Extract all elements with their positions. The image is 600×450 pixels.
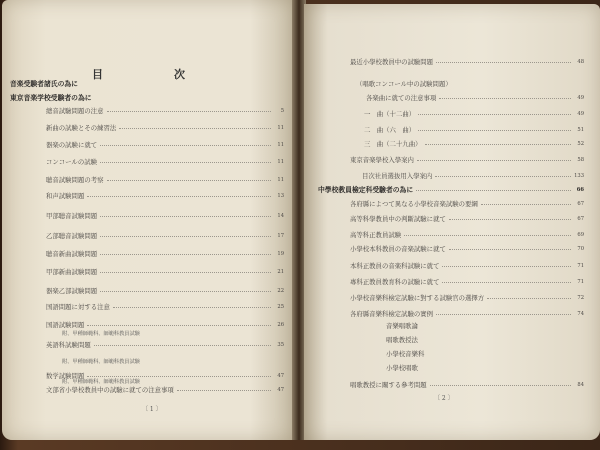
toc-entry-text: 各楽曲に就ての注意事項 [366,94,437,102]
toc-entry-page: 66 [576,187,584,193]
toc-entry [350,156,584,164]
toc-entry-text: 小學校音樂科檢定試驗に對する試験官の選擇方 [350,294,485,302]
toc-entry-text: 專科正教員教育科の試驗に就て [350,278,440,286]
toc-entry [386,364,584,372]
toc-entry [364,110,584,118]
toc-entry-page: 71 [577,263,584,269]
leader-dots [425,144,571,145]
toc-entry [350,381,584,389]
leader-dots [100,216,271,217]
leader-dots [113,307,271,308]
toc-entry-page: 11 [277,177,284,183]
toc-entry-page: 11 [277,125,284,131]
leader-dots [100,145,271,146]
left-page-number: 〔 1 〕 [142,406,162,413]
toc-entry-text: 聴音新曲試験問題 [46,250,98,258]
leader-dots [449,219,571,220]
toc-entry-page: 11 [277,142,284,148]
toc-entry-text: 和声試験問題 [46,192,85,200]
leader-dots [100,272,271,273]
toc-entry-text: 器楽の試験に就て [46,141,98,149]
toc-entry-text: 高等科學教員中の判斷試驗に就て [350,215,446,223]
toc-entry-page: 67 [577,201,584,207]
leader-dots [416,190,571,191]
section-title-text: 音楽受験者諸氏の為に [10,80,78,88]
toc-entry-text: 英語科試験問題 [46,341,91,349]
toc-entry-text: 一 曲（十二曲） [364,110,416,118]
leader-dots [435,176,571,177]
toc-entry [46,192,284,200]
toc-entry-page: 133 [574,173,584,179]
leader-dots [107,180,271,181]
toc-entry-text: 小學校唱歌 [386,364,418,372]
toc-entry [46,232,284,240]
toc-entry [350,278,584,286]
toc-entry-text: 甲部聴音試験問題 [46,212,98,220]
toc-entry [350,262,584,270]
toc-entry [350,310,584,318]
toc-entry [46,303,284,311]
toc-entry [46,321,284,329]
toc-entry [364,126,584,134]
leader-dots [418,130,571,131]
toc-entry-page: 22 [277,288,284,294]
toc-subnote: 附、甲種師範科、師範科教員試験 [62,379,140,385]
toc-entry-text: コンコールの試験 [46,158,97,166]
toc-entry [46,268,284,276]
toc-entry-page: 74 [577,311,584,317]
toc-entry-page: 17 [277,233,284,239]
toc-entry [386,322,584,330]
leader-dots [436,314,571,315]
toc-entry [318,186,584,194]
toc-entry-page: 51 [577,127,584,133]
toc-entry [46,386,284,394]
toc-entry [350,200,584,208]
toc-entry-page: 47 [277,373,284,379]
leader-dots [100,254,271,255]
toc-entry-text: 国語試験問題 [46,321,85,329]
toc-entry [356,80,584,88]
leader-dots [87,376,271,377]
leader-dots [449,249,571,250]
toc-entry-text: 目次社員選抜用入學案内 [362,172,433,180]
toc-entry [386,336,584,344]
toc-entry [350,58,584,66]
toc-entry-page: 11 [277,159,284,165]
leader-dots [487,298,571,299]
toc-entry-text: 乙部聴音試験問題 [46,232,98,240]
toc-entry-text: 唱歌教授に關する參考問題 [350,381,427,389]
toc-entry-text: 各府縣音樂科檢定試驗の實例 [350,310,434,318]
toc-entry [350,231,584,239]
toc-entry-page: 67 [577,216,584,222]
toc-entry-page: 52 [577,141,584,147]
toc-entry-page: 69 [577,232,584,238]
toc-entry-text: 小學校音樂科 [386,350,425,358]
toc-entry-page: 21 [277,269,284,275]
toc-entry-page: 14 [277,213,284,219]
toc-entry-text: 数学試験問題 [46,372,85,380]
toc-entry [46,158,284,166]
toc-entry-page: 49 [577,111,584,117]
toc-entry-text: 各府縣によつて異なる小學校音楽試験の要綱 [350,200,478,208]
leader-dots [442,266,571,267]
toc-entry [46,250,284,258]
toc-entry [386,350,584,358]
toc-entry-page: 26 [277,322,284,328]
left-page [2,0,294,440]
toc-entry-text: 甲部新曲試験問題 [46,268,98,276]
right-page [304,4,600,440]
toc-entry-text: 文部省小學校教員中の試驗に就ての注意事項 [46,386,174,394]
toc-entry [350,294,584,302]
toc-subnote: 附、甲種師範科、師範科教員試験 [62,331,140,337]
leader-dots [417,160,571,161]
leader-dots [87,325,271,326]
toc-entry-page: 70 [577,246,584,252]
toc-entry [362,172,584,180]
leader-dots [119,128,271,129]
toc-entry-text: 高等科正教員試験 [350,231,402,239]
toc-entry-page: 48 [577,59,584,65]
toc-entry [46,176,284,184]
leader-dots [100,162,271,163]
toc-entry [350,215,584,223]
toc-entry-text: 二 曲（六 曲） [364,126,416,134]
leader-dots [177,390,271,391]
toc-entry-text: 唱歌教授法 [386,336,418,344]
toc-entry-page: 72 [577,295,584,301]
toc-entry-text: 音樂唱歌論 [386,322,418,330]
leader-dots [100,236,271,237]
toc-entry-text: 總音試驗問題の注意 [46,107,104,115]
leader-dots [100,291,271,292]
toc-entry-text: 本科正教員の音楽科試験に就て [350,262,440,270]
leader-dots [442,282,571,283]
toc-entry-page: 25 [277,304,284,310]
toc-entry [350,245,584,253]
toc-entry-page: 58 [577,157,584,163]
toc-entry-page: 19 [277,251,284,257]
leader-dots [439,98,571,99]
toc-entry [46,287,284,295]
toc-entry-text: 器楽乙部試験問題 [46,287,98,295]
toc-entry-text: 中學校教員檢定科受驗者の為に [318,186,414,194]
leader-dots [107,111,271,112]
leader-dots [404,235,571,236]
toc-entry-text: （唱歌コンコール中の試験問題） [356,80,452,88]
toc-entry-text: 東京音楽學校入學案内 [350,156,414,164]
toc-entry-page: 71 [577,279,584,285]
section-title-text: 東京音楽学校受験者の為に [10,94,92,102]
toc-entry [364,140,584,148]
toc-entry-page: 5 [280,108,284,114]
toc-entry-text: 最近小學校教員中の試驗問題 [350,58,434,66]
toc-entry [46,212,284,220]
toc-entry-text: 聴音試験問題の考察 [46,176,104,184]
toc-entry-page: 13 [277,193,284,199]
leader-dots [481,204,571,205]
leader-dots [418,114,571,115]
toc-entry-page: 47 [277,387,284,393]
right-page-number: 〔 2 〕 [434,395,454,402]
toc-entry [366,94,584,102]
leader-dots [87,196,271,197]
toc-entry-text: 国語問題に対する注意 [46,303,110,311]
leader-dots [436,62,571,63]
leader-dots [430,385,571,386]
toc-entry-page: 84 [577,382,584,388]
toc-subnote: 附、甲種師範科、師範科教員試験 [62,359,140,365]
section-title [10,80,260,88]
toc-entry-page: 49 [577,95,584,101]
leader-dots [94,345,271,346]
toc-heading: 目 次 [92,68,215,81]
toc-entry [46,141,284,149]
toc-entry-text: 小學校本科教員の音楽試験に就て [350,245,446,253]
toc-entry [46,341,284,349]
toc-entry-page: 35 [277,342,284,348]
toc-entry [46,124,284,132]
section-title [10,94,260,102]
toc-entry [46,107,284,115]
toc-entry-text: 新曲の試験とその練習法 [46,124,117,132]
toc-entry-text: 三 曲（二十九曲） [364,140,422,148]
